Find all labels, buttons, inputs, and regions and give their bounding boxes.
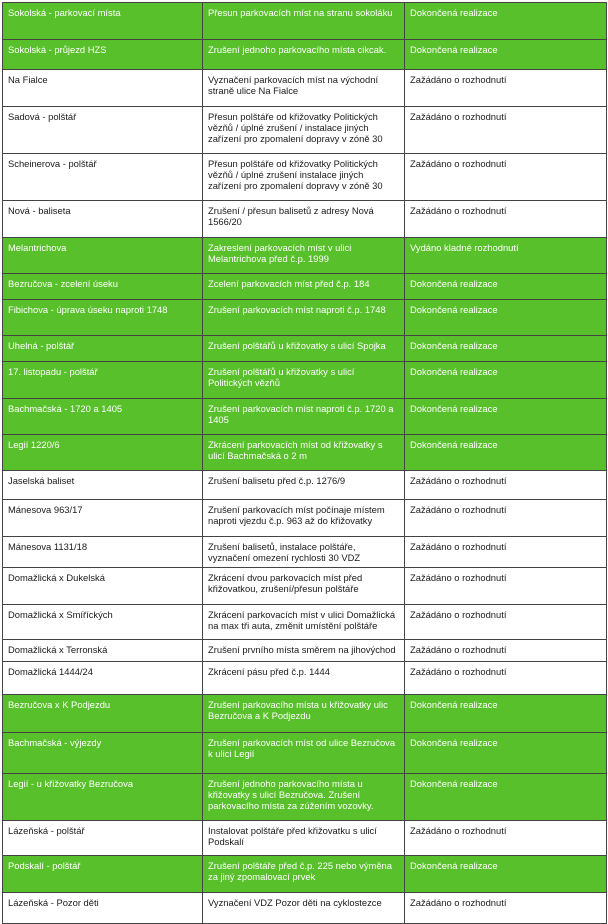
description-cell: Zrušení jednoho parkovacího místa cikcak. bbox=[203, 40, 405, 70]
measures-table bbox=[2, 2, 607, 924]
description-cell: Vyznačení VDZ Pozor děti na cyklostezce bbox=[203, 893, 405, 924]
table-row bbox=[3, 537, 607, 568]
location-cell: Lázeňská - polštář bbox=[3, 821, 203, 856]
description-cell: Zrušení prvního místa směrem na jihovýchod bbox=[203, 640, 405, 662]
table-row bbox=[3, 336, 607, 362]
table-body bbox=[3, 3, 607, 924]
location-cell: Uhelná - polštář bbox=[3, 336, 203, 362]
table-row bbox=[3, 399, 607, 435]
status-cell: Dokončená realizace bbox=[405, 40, 607, 70]
location-cell: Mánesova 1131/18 bbox=[3, 537, 203, 568]
description-cell: Zrušení polštářů u křižovatky s ulicí Spojka bbox=[203, 336, 405, 362]
status-cell: Zažádáno o rozhodnutí bbox=[405, 107, 607, 154]
location-cell: Na Fialce bbox=[3, 70, 203, 107]
description-cell: Zkrácení dvou parkovacích míst před křižovatkou, zrušení/přesun polštáře bbox=[203, 568, 405, 605]
location-cell: Domažlická x Smíříckých bbox=[3, 605, 203, 640]
location-cell: Fibichova - úprava úseku naproti 1748 bbox=[3, 300, 203, 336]
status-cell: Vydáno kladné rozhodnutí bbox=[405, 238, 607, 274]
table-row bbox=[3, 662, 607, 695]
status-cell: Zažádáno o rozhodnutí bbox=[405, 471, 607, 500]
location-cell: Legií 1220/6 bbox=[3, 435, 203, 471]
location-cell: Podskalí - polštář bbox=[3, 856, 203, 893]
location-cell: Sokolská - parkovací místa bbox=[3, 3, 203, 40]
table-row bbox=[3, 695, 607, 733]
table-row bbox=[3, 40, 607, 70]
table-row bbox=[3, 201, 607, 238]
description-cell: Zkrácení parkovacích míst v ulici Domažlická na max tři auta, změnit umístění polštáře bbox=[203, 605, 405, 640]
status-cell: Dokončená realizace bbox=[405, 336, 607, 362]
location-cell: Bachmačská - 1720 a 1405 bbox=[3, 399, 203, 435]
status-cell: Dokončená realizace bbox=[405, 695, 607, 733]
table-row bbox=[3, 893, 607, 924]
status-cell: Dokončená realizace bbox=[405, 856, 607, 893]
location-cell: Mánesova 963/17 bbox=[3, 500, 203, 537]
status-cell: Dokončená realizace bbox=[405, 274, 607, 300]
table-row bbox=[3, 821, 607, 856]
status-cell: Zažádáno o rozhodnutí bbox=[405, 893, 607, 924]
table-container bbox=[2, 2, 606, 908]
description-cell: Zkrácení parkovacích míst od křižovatky s ulicí Bachmačská o 2 m bbox=[203, 435, 405, 471]
table-row bbox=[3, 856, 607, 893]
description-cell: Zcelení parkovacích míst před č.p. 184 bbox=[203, 274, 405, 300]
table-row bbox=[3, 733, 607, 774]
location-cell: Sadová - polštář bbox=[3, 107, 203, 154]
description-cell: Zakreslení parkovacích míst v ulici Melantrichova před č.p. 1999 bbox=[203, 238, 405, 274]
table-row bbox=[3, 605, 607, 640]
description-cell: Zrušení balisetů, instalace polštáře, vyznačení omezení rychlosti 30 VDZ bbox=[203, 537, 405, 568]
table-row bbox=[3, 435, 607, 471]
location-cell: Jaselská baliset bbox=[3, 471, 203, 500]
description-cell: Zrušení jednoho parkovacího místa u křižovatky s ulicí Bezručova. Zrušení parkovacího místa za zúžením vozovky. bbox=[203, 774, 405, 821]
status-cell: Dokončená realizace bbox=[405, 300, 607, 336]
status-cell: Dokončená realizace bbox=[405, 733, 607, 774]
location-cell: Nová - baliseta bbox=[3, 201, 203, 238]
table-row bbox=[3, 568, 607, 605]
status-cell: Zažádáno o rozhodnutí bbox=[405, 500, 607, 537]
location-cell: Domažlická x Terronská bbox=[3, 640, 203, 662]
table-row bbox=[3, 774, 607, 821]
description-cell: Zrušení parkovacích míst od ulice Bezručova k ulici Legií bbox=[203, 733, 405, 774]
location-cell: Bezručova - zcelení úseku bbox=[3, 274, 203, 300]
table-row bbox=[3, 238, 607, 274]
description-cell: Zrušení / přesun balisetů z adresy Nová 1566/20 bbox=[203, 201, 405, 238]
status-cell: Zažádáno o rozhodnutí bbox=[405, 70, 607, 107]
location-cell: Domažlická 1444/24 bbox=[3, 662, 203, 695]
location-cell: Legií - u křižovatky Bezručova bbox=[3, 774, 203, 821]
description-cell: Zrušení balisetu před č.p. 1276/9 bbox=[203, 471, 405, 500]
status-cell: Dokončená realizace bbox=[405, 435, 607, 471]
table-row bbox=[3, 471, 607, 500]
status-cell: Dokončená realizace bbox=[405, 774, 607, 821]
location-cell: Scheinerova - polštář bbox=[3, 154, 203, 201]
status-cell: Dokončená realizace bbox=[405, 362, 607, 399]
description-cell: Zrušení parkovacího místa u křižovatky ulic Bezručova a K Podjezdu bbox=[203, 695, 405, 733]
table-row bbox=[3, 500, 607, 537]
table-row bbox=[3, 362, 607, 399]
table-row bbox=[3, 70, 607, 107]
table-row bbox=[3, 154, 607, 201]
description-cell: Zrušení parkovacích míst naproti č.p. 1748 bbox=[203, 300, 405, 336]
table-row bbox=[3, 274, 607, 300]
location-cell: Melantrichova bbox=[3, 238, 203, 274]
status-cell: Dokončená realizace bbox=[405, 3, 607, 40]
status-cell: Zažádáno o rozhodnutí bbox=[405, 537, 607, 568]
location-cell: Domažlická x Dukelská bbox=[3, 568, 203, 605]
table-row bbox=[3, 640, 607, 662]
description-cell: Přesun polštáře od křižovatky Politických vězňů / úplné zrušení / instalace jiných zařízení pro zpomalení dopravy v zóně 30 bbox=[203, 107, 405, 154]
description-cell: Přesun parkovacích míst na stranu sokoláku bbox=[203, 3, 405, 40]
description-cell: Zrušení polštářů u křižovatky s ulicí Politických vězňů bbox=[203, 362, 405, 399]
status-cell: Zažádáno o rozhodnutí bbox=[405, 662, 607, 695]
status-cell: Dokončená realizace bbox=[405, 399, 607, 435]
description-cell: Přesun polštáře od křižovatky Politických vězňů / úplné zrušení instalace jiných zařízení pro zpomalení dopravy v zóně 30 bbox=[203, 154, 405, 201]
description-cell: Zkrácení pásu před č.p. 1444 bbox=[203, 662, 405, 695]
status-cell: Zažádáno o rozhodnutí bbox=[405, 605, 607, 640]
status-cell: Zažádáno o rozhodnutí bbox=[405, 201, 607, 238]
status-cell: Zažádáno o rozhodnutí bbox=[405, 568, 607, 605]
location-cell: 17. listopadu - polštář bbox=[3, 362, 203, 399]
table-row bbox=[3, 300, 607, 336]
status-cell: Zažádáno o rozhodnutí bbox=[405, 154, 607, 201]
description-cell: Instalovat polštáře před křižovatku s ulicí Podskalí bbox=[203, 821, 405, 856]
location-cell: Lázeňská - Pozor děti bbox=[3, 893, 203, 924]
status-cell: Zažádáno o rozhodnutí bbox=[405, 821, 607, 856]
location-cell: Bezručova x K Podjezdu bbox=[3, 695, 203, 733]
location-cell: Sokolská - průjezd HZS bbox=[3, 40, 203, 70]
description-cell: Zrušení parkovacích míst počínaje místem naproti vjezdu č.p. 963 až do křižovatky bbox=[203, 500, 405, 537]
status-cell: Zažádáno o rozhodnutí bbox=[405, 640, 607, 662]
description-cell: Zrušení parkovacích míst naproti č.p. 1720 a 1405 bbox=[203, 399, 405, 435]
description-cell: Zrušení polštáře před č.p. 225 nebo výměna za jiný zpomalovací prvek bbox=[203, 856, 405, 893]
description-cell: Vyznačení parkovacích míst na východní straně ulice Na Fialce bbox=[203, 70, 405, 107]
location-cell: Bachmačská - výjezdy bbox=[3, 733, 203, 774]
table-row bbox=[3, 3, 607, 40]
table-row bbox=[3, 107, 607, 154]
